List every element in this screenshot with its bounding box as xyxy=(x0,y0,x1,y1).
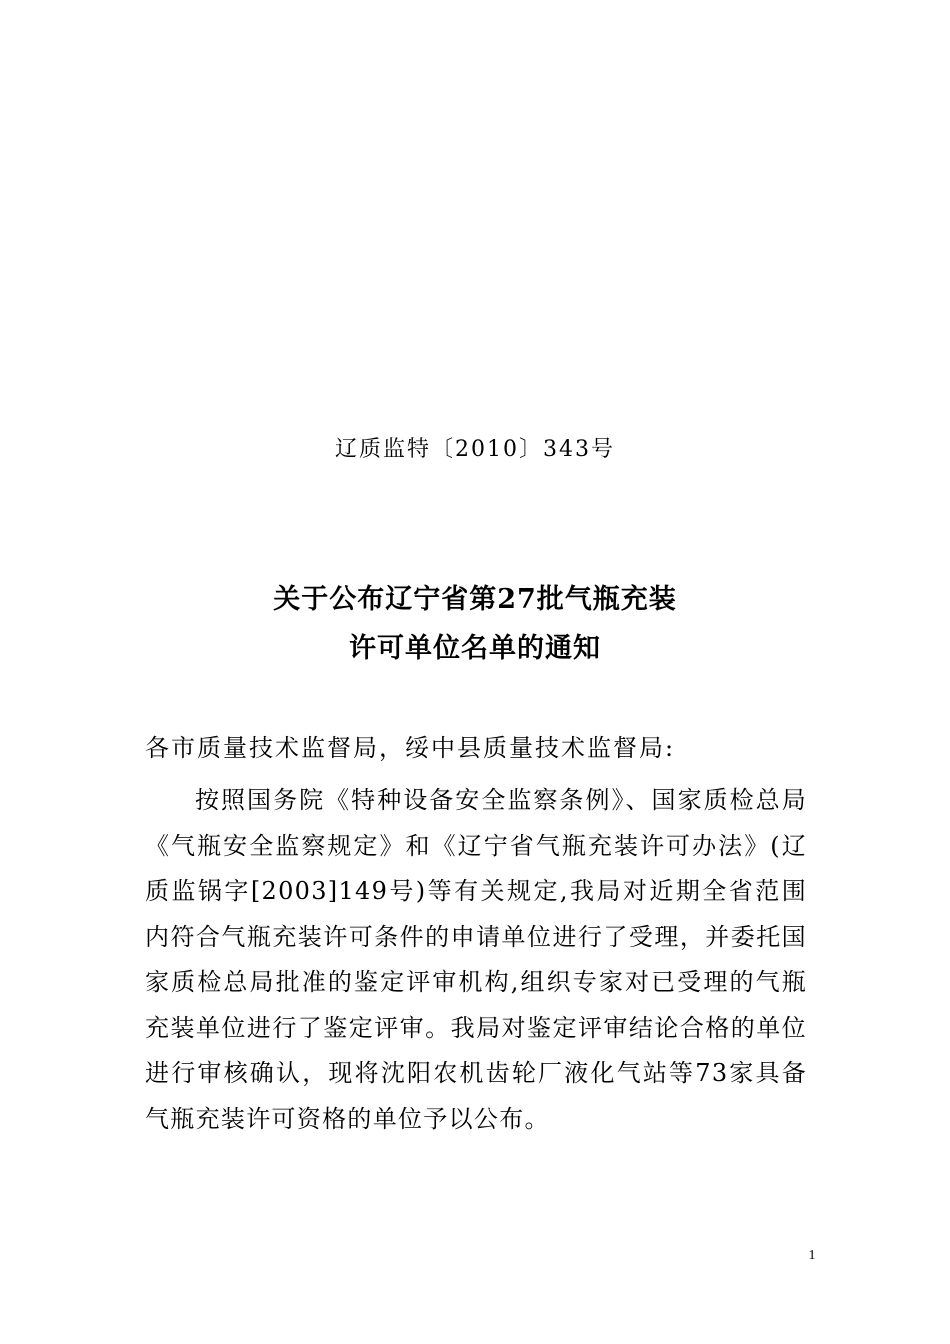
body-paragraph: 按照国务院《特种设备安全监察条例》、国家质检总局《气瓶安全监察规定》和《辽宁省气瓶充装许可办法》(辽质监锅字[2003]149号)等有关规定,我局对近期全省范围内符合气瓶充装许可条件的申请单位进行了受理，并委托国家质检总局批准的鉴定评审机构,组织专家对已受理的气瓶充装单位进行了鉴定评审。我局对鉴定评审结论合格的单位进行审核确认，现将沈阳农机齿轮厂液化气站等73家具备气瓶充装许可资格的单位予以公布。 xyxy=(145,786,807,1133)
document-number: 辽质监特〔2010〕343号 xyxy=(335,437,615,462)
document-title-line-1: 关于公布辽宁省第27批气瓶充装 xyxy=(273,584,677,615)
salutation: 各市质量技术监督局，绥中县质量技术监督局: xyxy=(145,734,676,762)
document-title-line-2: 许可单位名单的通知 xyxy=(349,633,601,664)
page-number: 1 xyxy=(808,1248,816,1263)
